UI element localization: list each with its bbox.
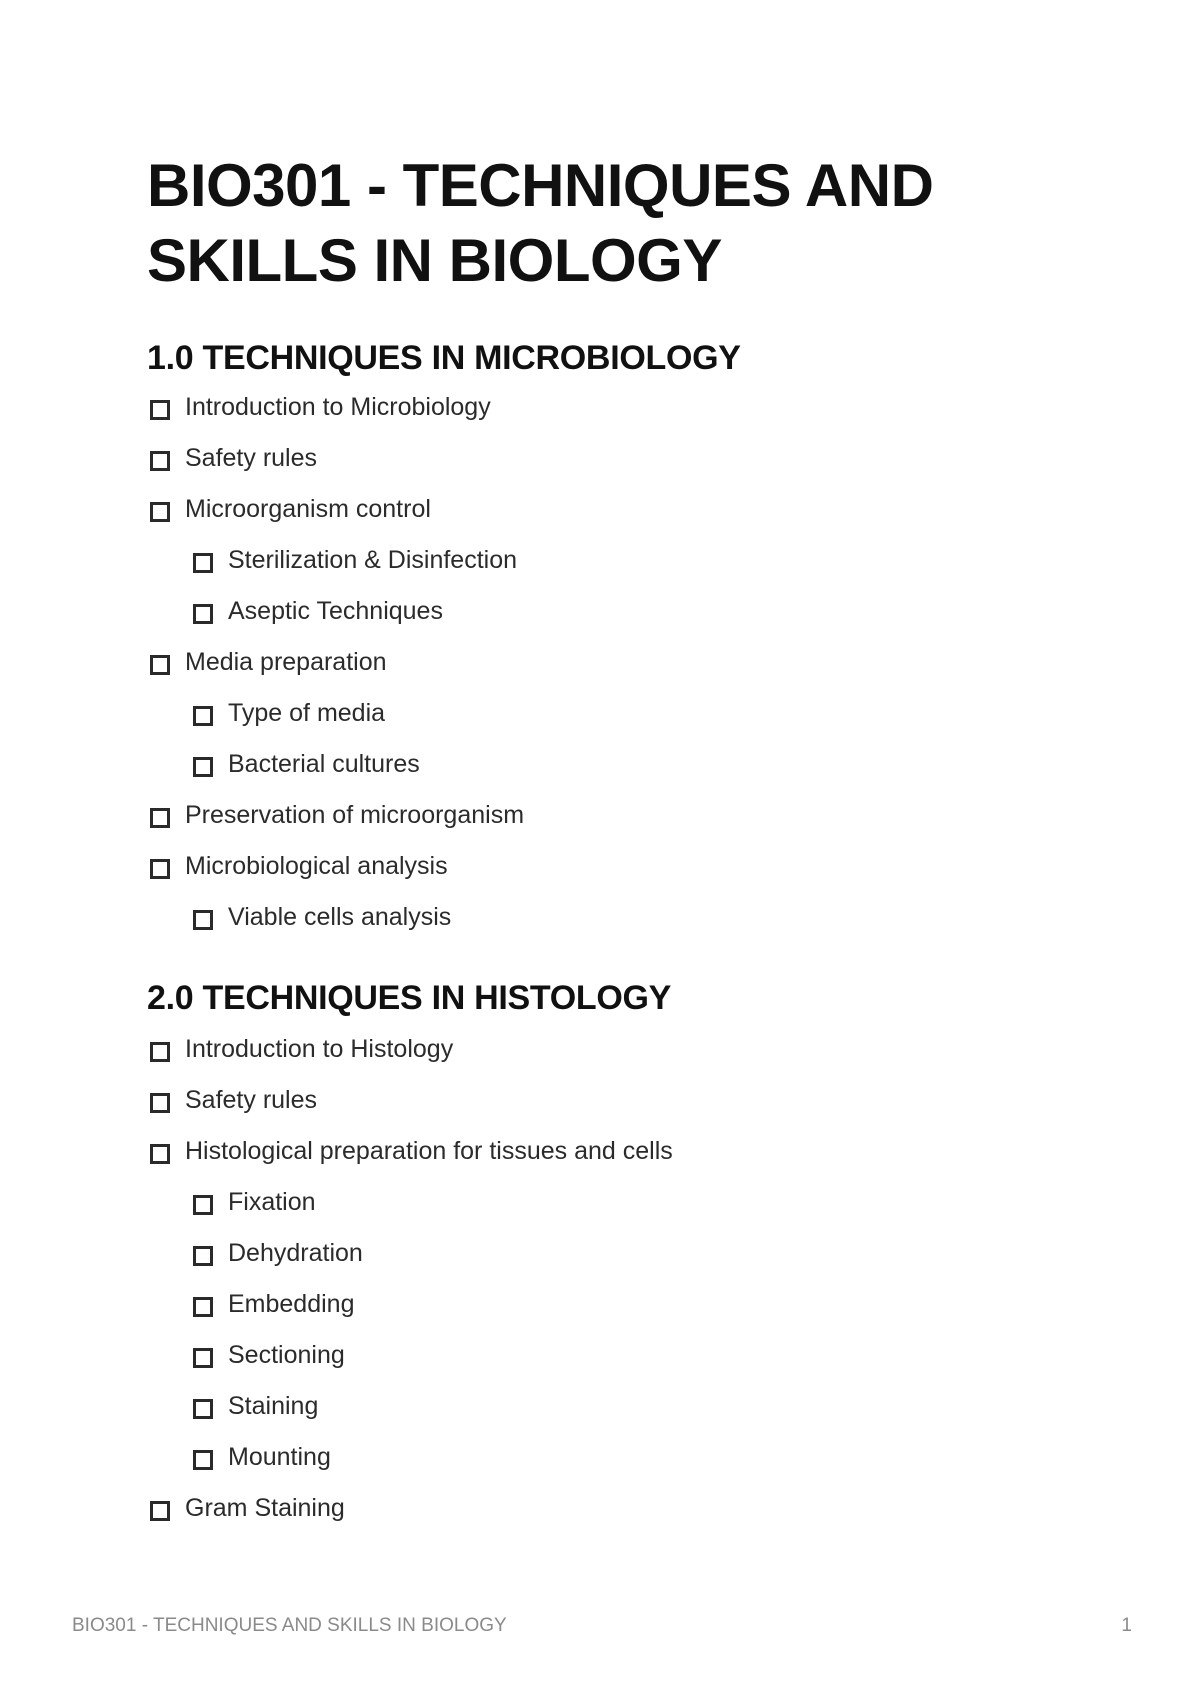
checklist-item-label: Safety rules: [185, 1086, 318, 1114]
checkbox[interactable]: [150, 808, 170, 828]
checklist-item[interactable]: [150, 1034, 673, 1085]
checklist-subitem[interactable]: [150, 1238, 673, 1289]
checklist-item-label: Fixation: [228, 1188, 316, 1216]
checklist-item-label: Microorganism control: [185, 495, 431, 523]
checklist-item-label: Viable cells analysis: [228, 903, 452, 931]
checklist-item[interactable]: [150, 1493, 673, 1544]
checkbox[interactable]: [193, 910, 213, 930]
checkbox[interactable]: [150, 1501, 170, 1521]
checklist-item-label: Gram Staining: [185, 1494, 345, 1522]
checkbox[interactable]: [193, 1450, 213, 1470]
checklist-histology: [150, 1034, 673, 1544]
section-heading-histology: 2.0 TECHNIQUES IN HISTOLOGY: [147, 979, 672, 1017]
document-title: BIO301 - TECHNIQUES AND SKILLS IN BIOLOGY: [147, 152, 934, 294]
checklist-microbiology: [150, 392, 524, 953]
footer-page-number: 1: [1121, 1615, 1132, 1636]
checkbox[interactable]: [193, 706, 213, 726]
checklist-item-label: Media preparation: [185, 648, 387, 676]
checklist-item-label: Introduction to Microbiology: [185, 393, 491, 421]
checkbox[interactable]: [193, 553, 213, 573]
checkbox[interactable]: [150, 1042, 170, 1062]
checklist-item-label: Sectioning: [228, 1341, 345, 1369]
checklist-item-label: Introduction to Histology: [185, 1035, 454, 1063]
checkbox[interactable]: [193, 757, 213, 777]
checklist-subitem[interactable]: [150, 1442, 673, 1493]
checklist-subitem[interactable]: [150, 698, 524, 749]
checklist-item[interactable]: [150, 392, 524, 443]
checkbox[interactable]: [193, 1195, 213, 1215]
checkbox[interactable]: [193, 604, 213, 624]
checklist-item-label: Type of media: [228, 699, 386, 727]
checklist-item-label: Embedding: [228, 1290, 355, 1318]
checkbox[interactable]: [150, 859, 170, 879]
checklist-subitem[interactable]: [150, 749, 524, 800]
checkbox[interactable]: [150, 655, 170, 675]
checklist-item-label: Microbiological analysis: [185, 852, 448, 880]
checklist-item[interactable]: [150, 443, 524, 494]
checklist-item[interactable]: [150, 494, 524, 545]
checklist-item[interactable]: [150, 1085, 673, 1136]
checklist-subitem[interactable]: [150, 1289, 673, 1340]
checkbox[interactable]: [150, 400, 170, 420]
checklist-subitem[interactable]: [150, 1187, 673, 1238]
checkbox[interactable]: [150, 1093, 170, 1113]
checkbox[interactable]: [193, 1297, 213, 1317]
footer-document-title: BIO301 - TECHNIQUES AND SKILLS IN BIOLOGY: [72, 1615, 507, 1636]
checklist-item-label: Staining: [228, 1392, 319, 1420]
checklist-item-label: Mounting: [228, 1443, 331, 1471]
checkbox[interactable]: [150, 1144, 170, 1164]
checklist-item-label: Aseptic Techniques: [228, 597, 443, 625]
checklist-item[interactable]: [150, 1136, 673, 1187]
checklist-item-label: Preservation of microorganism: [185, 801, 525, 829]
checkbox[interactable]: [150, 451, 170, 471]
section-heading-microbiology: 1.0 TECHNIQUES IN MICROBIOLOGY: [147, 339, 741, 377]
checklist-item-label: Safety rules: [185, 444, 318, 472]
checklist-subitem[interactable]: [150, 596, 524, 647]
checklist-item-label: Dehydration: [228, 1239, 363, 1267]
checklist-subitem[interactable]: [150, 1391, 673, 1442]
checkbox[interactable]: [150, 502, 170, 522]
checklist-item[interactable]: [150, 851, 524, 902]
checklist-item-label: Histological preparation for tissues and cells: [185, 1137, 673, 1165]
checkbox[interactable]: [193, 1399, 213, 1419]
checklist-subitem[interactable]: [150, 902, 524, 953]
checkbox[interactable]: [193, 1246, 213, 1266]
checklist-item-label: Bacterial cultures: [228, 750, 420, 778]
checklist-item[interactable]: [150, 800, 524, 851]
checkbox[interactable]: [193, 1348, 213, 1368]
checklist-subitem[interactable]: [150, 1340, 673, 1391]
checklist-item-label: Sterilization & Disinfection: [228, 546, 518, 574]
checklist-subitem[interactable]: [150, 545, 524, 596]
checklist-item[interactable]: [150, 647, 524, 698]
